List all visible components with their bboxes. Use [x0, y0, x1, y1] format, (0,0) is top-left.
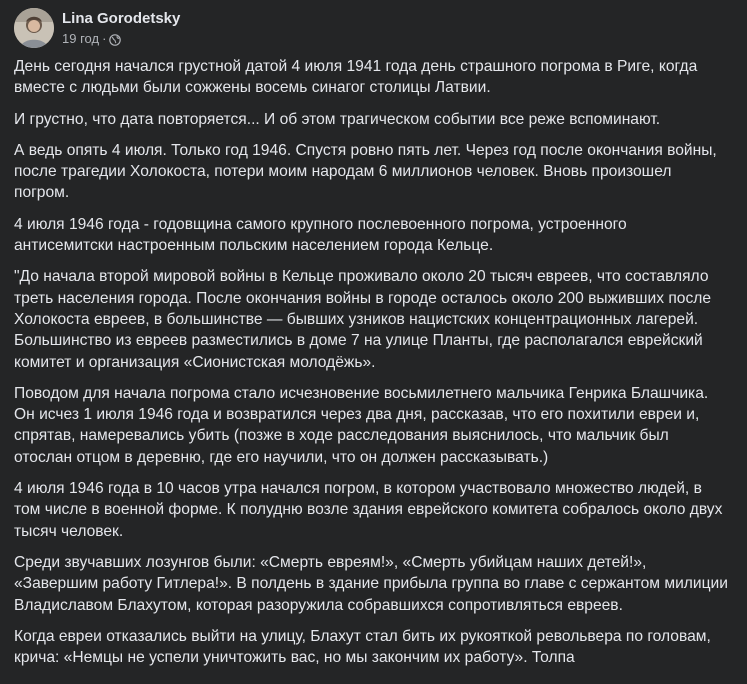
post-paragraph: Когда евреи отказались выйти на улицу, Блахут стал бить их рукояткой револьвера по головам, крича: «Немцы не успели уничтожить вас, но мы закончим их работу». Толпа: [14, 627, 711, 667]
post-timestamp[interactable]: 19 год: [62, 31, 100, 46]
post-paragraph: А ведь опять 4 июля. Только год 1946. Спустя ровно пять лет. Через год после окончания войны, после трагедии Холокоста, потери моим народам 6 миллионов человек. Вновь произошел погром.: [14, 141, 717, 202]
post-paragraph: 4 июля 1946 года в 10 часов утра начался погром, в котором участвовало множество людей, в том числе в военной форме. К полудню возле здания еврейского комитета собралось около двух тысяч человек.: [14, 480, 723, 540]
post-paragraph: И грустно, что дата повторяется... И об этом трагическом событии все реже вспоминают.: [14, 110, 661, 128]
post-paragraph: День сегодня начался грустной датой 4 июля 1941 года день страшного погрома в Риге, когда вместе с людьми были сожжены восемь синагог столицы Латвии.: [14, 58, 698, 97]
post-meta: [62, 9, 180, 47]
globe-icon[interactable]: [109, 33, 121, 45]
post-paragraph: Среди звучавших лозунгов были: «Смерть евреям!», «Смерть убийцам наших детей!», «Завершим работу Гитлера!». В полдень в здание прибыла группа во главе с сержантом милиции Владиславом Блахутом, которая разоружила собравшихся сопротивляться евреев.: [14, 553, 728, 614]
author-name[interactable]: Lina Gorodetsky: [62, 10, 181, 27]
post-header: [14, 7, 180, 49]
meta-separator: ·: [102, 31, 107, 46]
post-body: [14, 56, 729, 678]
post-subline: [62, 30, 180, 47]
post-paragraph: 4 июля 1946 года - годовщина самого крупного послевоенного погрома, устроенного антисемитски настроенным польским населением города Кельце.: [14, 215, 627, 255]
post-paragraph: "До начала второй мировой войны в Кельце проживало около 20 тысяч евреев, что составляло треть населения города. После окончания войны в городе осталось около 200 выживших после Холокоста евреев, в большинстве — бывших узников нацистских концентрационных лагерей. Большинство из евреев разместились в доме 7 на улице Планты, где располагался еврейский комитет и организация «Сионистская молодёжь».: [14, 268, 712, 371]
avatar-photo-icon: [14, 8, 54, 48]
author-avatar[interactable]: [14, 8, 54, 48]
post-paragraph: Поводом для начала погрома стало исчезновение восьмилетнего мальчика Генрика Блашчика. Он исчез 1 июля 1946 года и возвратился через два дня, рассказав, что его похитили евреи и, спрятав, намеревались убить (позже в ходе расследования выяснилось, что мальчик был отослан отцом в деревню, где его научили, что он должен рассказывать.): [14, 384, 709, 466]
